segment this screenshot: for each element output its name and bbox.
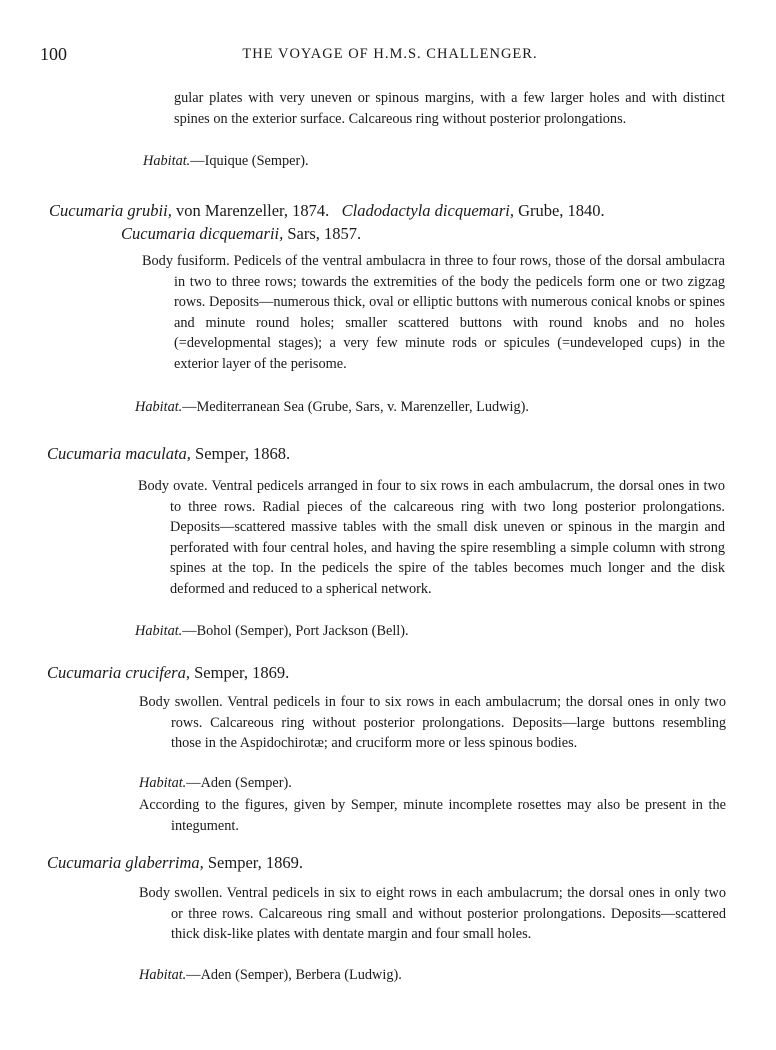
species-habitat <box>139 773 729 793</box>
habitat-label: Habitat. <box>135 399 183 415</box>
species-author: Semper, 1869. <box>189 663 290 682</box>
synonym-name: Cucumaria dicquemarii, <box>121 224 284 243</box>
species-synonym-line <box>121 222 721 245</box>
habitat-text: —Iquique (Semper). <box>190 153 309 169</box>
species-author: von Marenzeller, 1874. <box>171 201 330 220</box>
species-name: Cucumaria glaberrima, <box>47 853 204 872</box>
habitat-text: —Aden (Semper). <box>186 775 292 791</box>
habitat-label: Habitat. <box>143 153 191 169</box>
species-name: Cucumaria maculata, <box>47 444 191 463</box>
habitat-text: —Mediterranean Sea (Grube, Sars, v. Marenzeller, Ludwig). <box>182 399 529 415</box>
synonym-name: Cladodactyla dicquemari, <box>341 201 514 220</box>
species-description: Body swollen. Ventral pedicels in four to six rows in each ambulacrum; the dorsal ones in only two rows. Calcareous ring without posterior prolongations. Deposits—large buttons resembling those in the Aspidochirotæ; and cruciform more or less spinous bodies. <box>139 694 726 752</box>
intro-habitat <box>143 151 703 171</box>
species-description: Body fusiform. Pedicels of the ventral ambulacra in three to four rows, those of the dorsal ambulacra in two to three rows; towards the extremities of the body the pedicels form one or two zigzag rows. Deposits—numerous thick, oval or elliptic buttons with numerous conical knobs or spines and minute round holes; smaller scattered buttons with round knobs and no holes (=developmental stages); a very few minute rods or spicules (=undeveloped cups) in the exterior layer of the perisome. <box>142 253 725 372</box>
habitat-label: Habitat. <box>139 775 187 791</box>
synonym-author: Sars, 1857. <box>283 224 362 243</box>
habitat-text: —Aden (Semper), Berbera (Ludwig). <box>186 967 402 983</box>
habitat-label: Habitat. <box>139 967 187 983</box>
species-description: Body swollen. Ventral pedicels in six to eight rows in each ambulacrum; the dorsal ones in only two or three rows. Calcareous ring small and without posterior prolongations. Deposits—scattered thick disk-like plates with dentate margin and four small holes. <box>139 885 726 943</box>
habitat-text: —Bohol (Semper), Port Jackson (Bell). <box>182 623 409 639</box>
species-heading-crucifera <box>47 661 747 684</box>
species-heading-glaberrima <box>47 851 747 874</box>
species-habitat <box>135 621 725 641</box>
species-author: Semper, 1868. <box>190 444 291 463</box>
species-description: Body ovate. Ventral pedicels arranged in four to six rows in each ambulacrum, the dorsal ones in two to three rows. Radial pieces of the calcareous ring with two long posterior prolongations. Deposits—scattered massive tables with the small disk uneven or spinous in the margin and perforated with four central holes, and having the spire resembling a simple column with strong spines at the top. In the pedicels the spire of the tables becomes much longer and the disk deformed and reduced to a spherical network. <box>138 478 725 597</box>
species-habitat <box>139 965 729 985</box>
species-heading-grubii <box>49 199 749 222</box>
synonym-author: Grube, 1840. <box>513 201 605 220</box>
species-name: Cucumaria grubii, <box>49 201 172 220</box>
species-name: Cucumaria crucifera, <box>47 663 190 682</box>
species-author: Semper, 1869. <box>203 853 303 872</box>
species-heading-maculata <box>47 442 747 465</box>
species-note: According to the figures, given by Semper, minute incomplete rosettes may also be present in the integument. <box>139 797 726 834</box>
habitat-label: Habitat. <box>135 623 183 639</box>
intro-continuation: gular plates with very uneven or spinous margins, with a few larger holes and with distinct spines on the exterior surface. Calcareous ring without posterior prolongations. <box>174 90 725 127</box>
page-number: 100 <box>40 44 67 64</box>
page-header <box>40 44 740 66</box>
running-title: THE VOYAGE OF H.M.S. CHALLENGER. <box>242 46 538 62</box>
species-habitat <box>135 397 725 417</box>
